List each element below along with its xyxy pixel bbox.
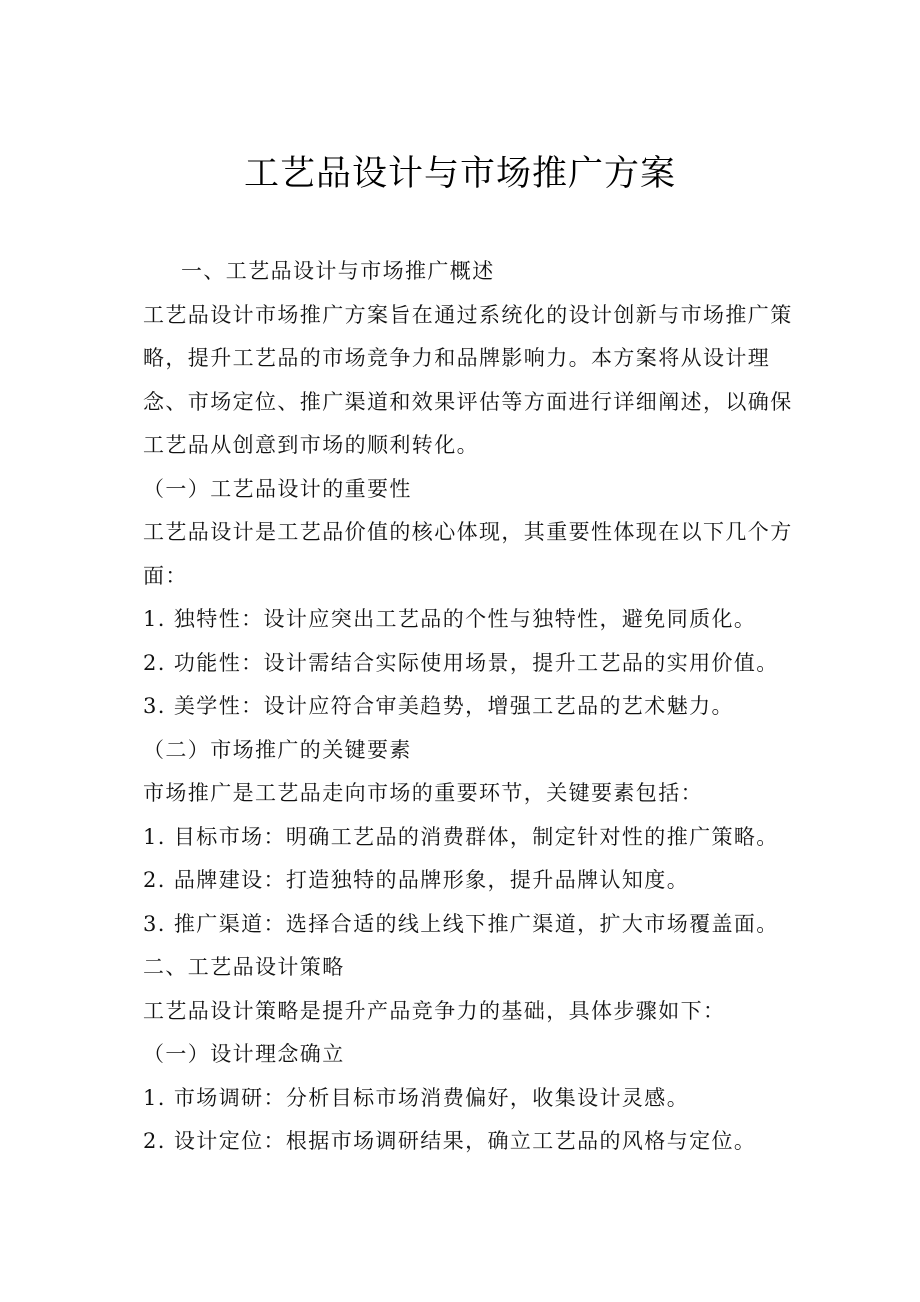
list-item: 3. 美学性：设计应符合审美趋势，增强工艺品的艺术魅力。 [143,694,734,718]
subsection-heading: （一）设计理念确立 [143,1042,345,1066]
section-heading-1: 一、工艺品设计与市场推广概述 [181,259,495,283]
paragraph-line: 工艺品设计是工艺品价值的核心体现，其重要性体现在以下几个方 [143,520,793,544]
list-item: 1. 目标市场：明确工艺品的消费群体，制定针对性的推广策略。 [143,824,779,849]
list-item: 2. 品牌建设：打造独特的品牌形象，提升品牌认知度。 [143,868,690,892]
paragraph-line: 念、市场定位、推广渠道和效果评估等方面进行详细阐述，以确保 [143,389,793,414]
paragraph-line: 面： [143,563,188,588]
list-item: 3. 推广渠道：选择合适的线上线下推广渠道，扩大市场覆盖面。 [143,911,779,936]
paragraph-line: 工艺品设计策略是提升产品竞争力的基础，具体步骤如下： [143,998,726,1023]
paragraph-line: 工艺品设计市场推广方案旨在通过系统化的设计创新与市场推广策 [143,302,793,327]
subsection-heading: （二）市场推广的关键要素 [143,737,412,762]
list-item: 1. 市场调研：分析目标市场消费偏好，收集设计灵感。 [143,1085,690,1110]
paragraph-line: 略，提升工艺品的市场竞争力和品牌影响力。本方案将从设计理 [143,346,771,370]
list-item: 1. 独特性：设计应突出工艺品的个性与独特性，避免同质化。 [143,607,757,631]
section-heading-2: 二、工艺品设计策略 [143,955,345,979]
list-item: 2. 设计定位：根据市场调研结果，确立工艺品的风格与定位。 [143,1129,757,1153]
document-title: 工艺品设计与市场推广方案 [243,154,676,194]
subsection-heading: （一）工艺品设计的重要性 [143,476,412,501]
list-item: 2. 功能性：设计需结合实际使用场景，提升工艺品的实用价值。 [143,650,779,675]
paragraph-line: 市场推广是工艺品走向市场的重要环节，关键要素包括： [143,781,703,805]
paragraph-line: 工艺品从创意到市场的顺利转化。 [143,433,479,457]
document-body [143,250,793,1164]
